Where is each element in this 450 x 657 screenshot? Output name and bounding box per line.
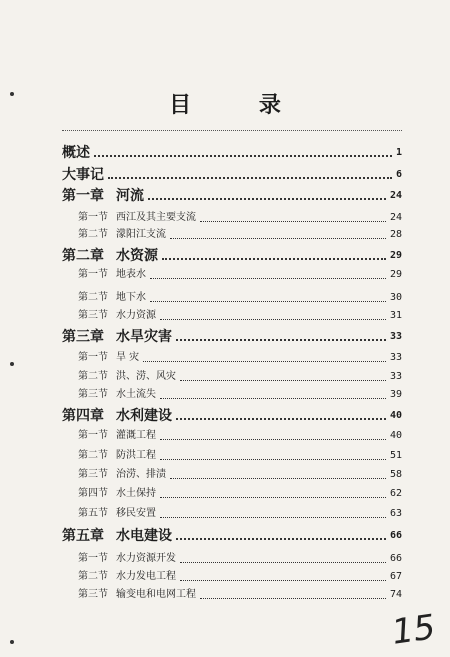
divider (62, 130, 402, 131)
toc-section-entry[interactable] (78, 564, 402, 584)
margin-dot (10, 362, 14, 366)
toc-chapter-entry[interactable] (62, 162, 402, 182)
toc-section-entry[interactable] (78, 222, 402, 242)
toc-chapter-entry[interactable] (62, 243, 402, 263)
toc-page-number: 58 (389, 469, 402, 480)
toc-section-entry[interactable] (78, 501, 402, 521)
toc-entry-label: 大事记 (62, 167, 104, 183)
toc-entry-title: 治涝、排渍 (116, 469, 166, 480)
toc-entry-title: 防洪工程 (116, 450, 156, 461)
toc-page-number: 63 (389, 508, 402, 519)
toc-section-entry[interactable] (78, 382, 402, 402)
toc-page-number: 28 (389, 229, 402, 240)
toc-section-entry[interactable] (78, 423, 402, 443)
toc-entry-label: 第一节 (78, 553, 108, 564)
toc-entry-title: 地下水 (116, 292, 146, 303)
toc-section-entry[interactable] (78, 364, 402, 384)
toc-page-number: 30 (389, 292, 402, 303)
toc-entry-title: 移民安置 (116, 508, 156, 519)
dot-leader (180, 380, 386, 381)
toc-entry-label: 第三节 (78, 310, 108, 321)
toc-page-number: 40 (389, 430, 402, 441)
dot-leader (160, 398, 386, 399)
toc-section-entry[interactable] (78, 481, 402, 501)
dot-leader (160, 439, 386, 440)
toc-section-entry[interactable] (78, 303, 402, 323)
toc-chapter-entry[interactable] (62, 140, 402, 160)
toc-entry-label: 概述 (62, 145, 90, 161)
toc-entry-title: 水旱灾害 (116, 329, 172, 345)
toc-entry-label: 第四章 (62, 408, 104, 424)
toc-entry-title: 濛阳江支流 (116, 229, 166, 240)
toc-entry-label: 第一节 (78, 352, 108, 363)
toc-entry-label: 第一节 (78, 269, 108, 280)
toc-page-number: 31 (389, 310, 402, 321)
toc-section-entry[interactable] (78, 582, 402, 602)
toc-page-number: 33 (389, 352, 402, 363)
toc-page-number: 66 (389, 530, 402, 541)
dot-leader (160, 497, 386, 498)
toc-page-number: 33 (389, 331, 402, 342)
toc-entry-label: 第一章 (62, 188, 104, 204)
toc-entry-label: 第二章 (62, 248, 104, 264)
toc-page-number: 40 (389, 410, 402, 421)
toc-entry-title: 水电建设 (116, 528, 172, 544)
toc-page-number: 1 (395, 147, 402, 158)
toc-page-number: 24 (389, 190, 402, 201)
toc-page-number: 6 (395, 169, 402, 180)
toc-entry-title: 水资源 (116, 248, 158, 264)
toc-page-number: 67 (389, 571, 402, 582)
toc-entry-title: 河流 (116, 188, 144, 204)
dot-leader (170, 478, 386, 479)
toc-section-entry[interactable] (78, 443, 402, 463)
toc-chapter-entry[interactable] (62, 403, 402, 423)
toc-section-entry[interactable] (78, 285, 402, 305)
page-title: 目 录 (169, 92, 311, 118)
toc-page-number: 33 (389, 371, 402, 382)
dot-leader (180, 580, 386, 581)
dot-leader (148, 198, 386, 200)
toc-entry-label: 第一节 (78, 430, 108, 441)
dot-leader (162, 258, 386, 260)
toc-chapter-entry[interactable] (62, 183, 402, 203)
handwritten-page-number: 15 (389, 607, 438, 653)
toc-entry-label: 第五章 (62, 528, 104, 544)
toc-page-number: 62 (389, 488, 402, 499)
toc-entry-title: 水力资源开发 (116, 553, 176, 564)
toc-entry-label: 第三节 (78, 469, 108, 480)
toc-page-number: 74 (389, 589, 402, 600)
toc-section-entry[interactable] (78, 262, 402, 282)
toc-entry-title: 灌溉工程 (116, 430, 156, 441)
toc-page-number: 39 (389, 389, 402, 400)
toc-section-entry[interactable] (78, 345, 402, 365)
margin-dot (10, 92, 14, 96)
dot-leader (150, 278, 386, 279)
margin-dot (10, 640, 14, 644)
dot-leader (200, 598, 386, 599)
toc-entry-title: 水利建设 (116, 408, 172, 424)
dot-leader (160, 459, 386, 460)
toc-chapter-entry[interactable] (62, 324, 402, 344)
toc-entry-label: 第三章 (62, 329, 104, 345)
toc-entry-label: 第二节 (78, 371, 108, 382)
toc-entry-title: 水土流失 (116, 389, 156, 400)
toc-entry-title: 旱 灾 (116, 352, 140, 363)
toc-entry-title: 水土保持 (116, 488, 156, 499)
dot-leader (143, 361, 386, 362)
toc-entry-title: 西江及其主要支流 (116, 212, 196, 223)
dot-leader (176, 339, 386, 341)
toc-page-number: 66 (389, 553, 402, 564)
toc-entry-title: 水力发电工程 (116, 571, 176, 582)
toc-page-number: 29 (389, 269, 402, 280)
toc-entry-label: 第三节 (78, 389, 108, 400)
toc-entry-title: 输变电和电网工程 (116, 589, 196, 600)
toc-section-entry[interactable] (78, 462, 402, 482)
dot-leader (160, 319, 386, 320)
toc-entry-title: 洪、涝、风灾 (116, 371, 176, 382)
toc-entry-title: 地表水 (116, 269, 146, 280)
toc-entry-label: 第二节 (78, 292, 108, 303)
dot-leader (170, 238, 386, 239)
toc-entry-label: 第三节 (78, 589, 108, 600)
dot-leader (160, 517, 386, 518)
toc-entry-label: 第二节 (78, 571, 108, 582)
toc-entry-label: 第五节 (78, 508, 108, 519)
toc-chapter-entry[interactable] (62, 523, 402, 543)
dot-leader (176, 538, 386, 540)
toc-entry-label: 第一节 (78, 212, 108, 223)
toc-entry-label: 第二节 (78, 450, 108, 461)
toc-entry-label: 第二节 (78, 229, 108, 240)
toc-entry-label: 第四节 (78, 488, 108, 499)
dot-leader (180, 562, 386, 563)
dot-leader (176, 418, 386, 420)
toc-section-entry[interactable] (78, 546, 402, 566)
toc-page-number: 29 (389, 250, 402, 261)
toc-entry-title: 水力资源 (116, 310, 156, 321)
dot-leader (94, 155, 392, 157)
dot-leader (108, 177, 392, 179)
dot-leader (150, 301, 386, 302)
toc-page-number: 51 (389, 450, 402, 461)
toc-page-number: 24 (389, 212, 402, 223)
